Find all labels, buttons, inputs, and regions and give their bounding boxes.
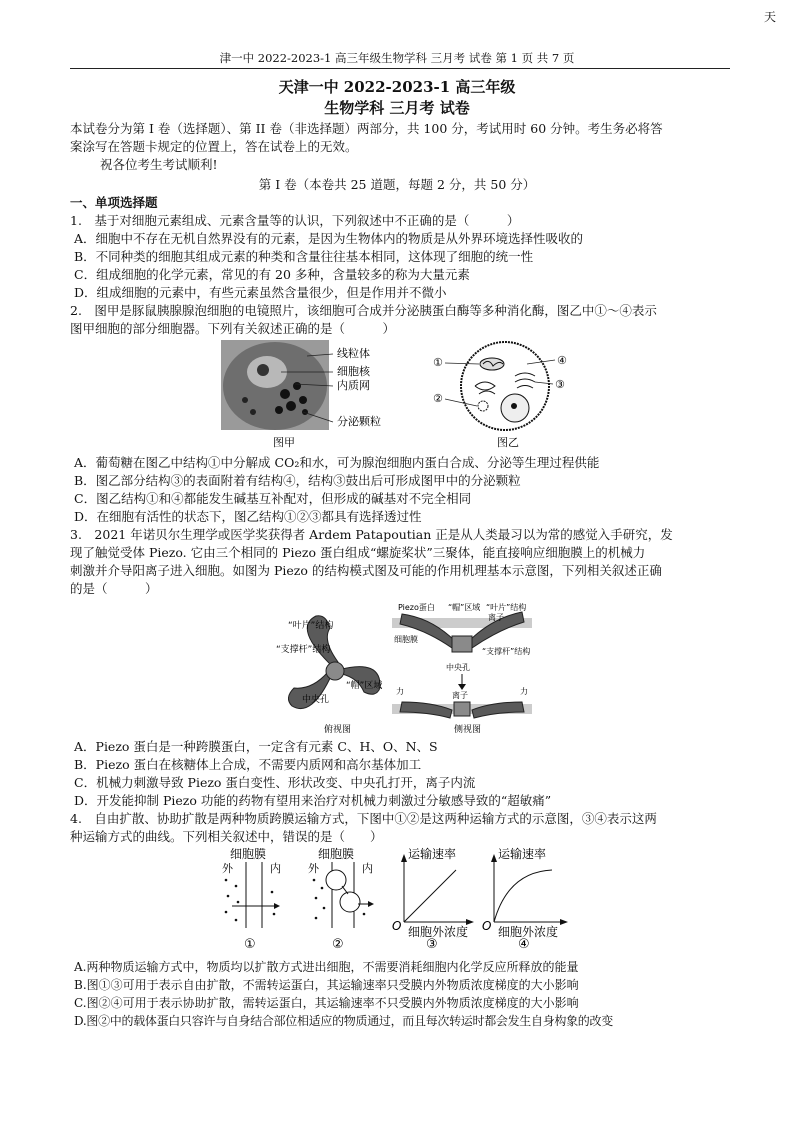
q4-option-d: D.图②中的载体蛋白只容许与自身结合部位相适应的物质通过，而且每次转运时都会发生自身构象的改变 bbox=[74, 1014, 613, 1028]
q3-option-b: B．Piezo 蛋白在核糖体上合成，不需要内质网和高尔基体加工 bbox=[74, 757, 422, 772]
side-label-blade: “叶片”结构 bbox=[486, 603, 527, 612]
q3-option-c: C．机械力刺激导致 Piezo 蛋白变性、形状改变、中央孔打开，离子内流 bbox=[74, 775, 476, 790]
q4-option-a: A.两种物质运输方式中，物质均以扩散方式进出细胞，不需要消耗细胞内化学反应所释放的能量 bbox=[74, 960, 579, 974]
top-label-pore: 中央孔 bbox=[302, 695, 330, 705]
wish-text: 祝各位考生考试顺利! bbox=[100, 157, 218, 172]
q3-stem-3: 刺激并介导阳离子进入细胞。如图为 Piezo 的结构模式图及可能的作用机理基本示意图，下列相关叙述正确 bbox=[70, 563, 662, 578]
fig-b-label-2: ② bbox=[433, 392, 443, 405]
side-view-caption: 侧视图 bbox=[454, 725, 482, 735]
side-label-force-right: 力 bbox=[520, 687, 528, 696]
q1-option-c: C．组成细胞的化学元素，常见的有 20 多种，含量较多的称为大量元素 bbox=[74, 267, 470, 282]
intro-line-1: 本试卷分为第 I 卷（选择题）、第 II 卷（非选择题）两部分，共 100 分，考试用时 60 分钟。考生务必将答 bbox=[70, 121, 663, 136]
corner-mark: 天 bbox=[763, 10, 776, 24]
label-mitochondria: 线粒体 bbox=[337, 347, 370, 360]
running-header: 津一中 2022-2023-1 高三年级生物学科 三月考 试卷 第 1 页 共 7 页 bbox=[219, 51, 575, 65]
side-label-ion-2: 离子 bbox=[452, 691, 468, 700]
label-nucleus: 细胞核 bbox=[337, 365, 370, 378]
label-secretory-granule: 分泌颗粒 bbox=[337, 415, 381, 428]
side-label-membrane: 细胞膜 bbox=[394, 635, 418, 644]
q3-option-a: A．Piezo 蛋白是一种跨膜蛋白，一定含有元素 C、H、O、N、S bbox=[74, 739, 438, 754]
q2-option-d: D．在细胞有活性的状态下，图乙结构①②③都具有选择透过性 bbox=[74, 509, 422, 524]
q1-option-d: D．组成细胞的元素中，有些元素虽然含量很少，但是作用并不微小 bbox=[74, 285, 447, 300]
q4-option-b: B.图①③可用于表示自由扩散，不需转运蛋白，其运输速率只受膜内外物质浓度梯度的大小影响 bbox=[74, 978, 579, 992]
q4-figure bbox=[212, 844, 582, 956]
q4-option-c: C.图②④可用于表示协助扩散，需转运蛋白，其运输速率不只受膜内外物质浓度梯度的大小影响 bbox=[74, 996, 579, 1010]
exam-title: 天津一中 2022-2023-1 高三年级 bbox=[278, 78, 516, 96]
q3-stem-4: 的是（ ） bbox=[70, 581, 158, 596]
q2-option-c: C．图乙结构①和④都能发生碱基互补配对，但形成的碱基对不完全相同 bbox=[74, 491, 472, 506]
q3-figure bbox=[272, 598, 532, 736]
q3-option-d: D．开发能抑制 Piezo 功能的药物有望用来治疗对机械力刺激过分敏感导致的“超敏痛” bbox=[74, 793, 552, 808]
fig-num-2: ② bbox=[332, 937, 344, 952]
p4-saturating-curve bbox=[494, 870, 552, 922]
side-label-force-left: 力 bbox=[396, 687, 404, 696]
section-title: 一、单项选择题 bbox=[70, 195, 158, 210]
fig-b-label-4: ④ bbox=[557, 354, 567, 367]
q4-stem-2: 种运输方式的曲线。下列相关叙述中，错误的是（ ） bbox=[70, 829, 383, 844]
top-label-cap: “帽”区域 bbox=[346, 681, 383, 691]
q3-stem-2: 现了触觉受体 Piezo. 它由三个相同的 Piezo 蛋白组成“螺旋桨状”三聚体，能直接响应细胞膜上的机械力 bbox=[70, 545, 646, 560]
top-label-beam: “支撑杆”结构 bbox=[276, 645, 331, 655]
p4-origin: O bbox=[482, 919, 492, 933]
piezo-side-view-open bbox=[400, 702, 524, 718]
p3-ylabel: 运输速率 bbox=[408, 847, 457, 861]
q1-stem: 1. 基于对细胞元素组成、元素含量等的认识，下列叙述中不正确的是（ ） bbox=[70, 213, 520, 228]
header-rule bbox=[70, 68, 730, 69]
fig-num-4: ④ bbox=[518, 937, 530, 952]
fig-num-3: ③ bbox=[426, 937, 438, 952]
label-er: 内质网 bbox=[337, 379, 370, 392]
top-view-caption: 俯视图 bbox=[324, 725, 352, 735]
side-label-ion: 离子 bbox=[488, 613, 504, 622]
q1-option-b: B．不同种类的细胞其组成元素的种类和含量往往基本相同，这体现了细胞的统一性 bbox=[74, 249, 534, 264]
fig-a-caption: 图甲 bbox=[273, 436, 295, 449]
intro-line-2: 案涂写在答题卡规定的位置上，答在试卷上的无效。 bbox=[70, 139, 358, 154]
p3-linear-curve bbox=[404, 870, 456, 922]
p1-in-label: 内 bbox=[270, 862, 281, 875]
side-label-beam: “支撑杆”结构 bbox=[482, 647, 531, 656]
q1-option-a: A．细胞中不存在无机自然界没有的元素，是因为生物体内的物质是从外界环境选择性吸收的 bbox=[74, 231, 584, 246]
fig-b-label-1: ① bbox=[433, 356, 443, 369]
p4-xlabel: 细胞外浓度 bbox=[498, 925, 559, 939]
q2-figure bbox=[215, 336, 605, 452]
q3-stem-1: 3. 2021 年诺贝尔生理学或医学奖获得者 Ardem Patapoutian 正是从人类最习以为常的感觉入手研究，发 bbox=[70, 527, 673, 542]
p2-membrane-label: 细胞膜 bbox=[318, 847, 355, 861]
p3-xlabel: 细胞外浓度 bbox=[408, 925, 469, 939]
p2-carrier-2 bbox=[340, 892, 360, 912]
q2-option-b: B．图乙部分结构③的表面附着有结构④，结构③鼓出后可形成图甲中的分泌颗粒 bbox=[74, 473, 521, 488]
p1-molecules bbox=[225, 879, 276, 922]
fig-b-caption: 图乙 bbox=[497, 436, 519, 449]
p2-in-label: 内 bbox=[362, 862, 373, 875]
side-label-piezo: Piezo蛋白 bbox=[398, 603, 435, 612]
exam-subtitle: 生物学科 三月考 试卷 bbox=[324, 99, 470, 117]
q4-stem-1: 4. 自由扩散、协助扩散是两种物质跨膜运输方式，下图中①②是这两种运输方式的示意图，③④表示这两 bbox=[70, 811, 657, 826]
side-label-cap: “帽”区域 bbox=[448, 603, 481, 612]
q2-stem-2: 图甲细胞的部分细胞器。下列有关叙述正确的是（ ） bbox=[70, 321, 396, 336]
top-label-blade: “叶片”结构 bbox=[288, 621, 334, 631]
p1-out-label: 外 bbox=[222, 862, 233, 875]
p2-out-label: 外 bbox=[308, 862, 319, 875]
q2-option-a: A．葡萄糖在图乙中结构①中分解成 CO₂和水，可为腺泡细胞内蛋白合成、分泌等生理过程供能 bbox=[74, 455, 600, 470]
p3-origin: O bbox=[392, 919, 402, 933]
q2-stem-1: 2. 图甲是豚鼠胰腺腺泡细胞的电镜照片，该细胞可合成并分泌胰蛋白酶等多种消化酶，图乙中①～④表示 bbox=[70, 303, 657, 318]
p1-membrane-label: 细胞膜 bbox=[230, 847, 267, 861]
p4-ylabel: 运输速率 bbox=[498, 847, 547, 861]
side-label-pore: 中央孔 bbox=[446, 663, 470, 672]
part1-title: 第 I 卷（本卷共 25 道题，每题 2 分，共 50 分） bbox=[258, 177, 536, 192]
fig-b-label-3: ③ bbox=[555, 378, 565, 391]
fig-num-1: ① bbox=[244, 937, 256, 952]
